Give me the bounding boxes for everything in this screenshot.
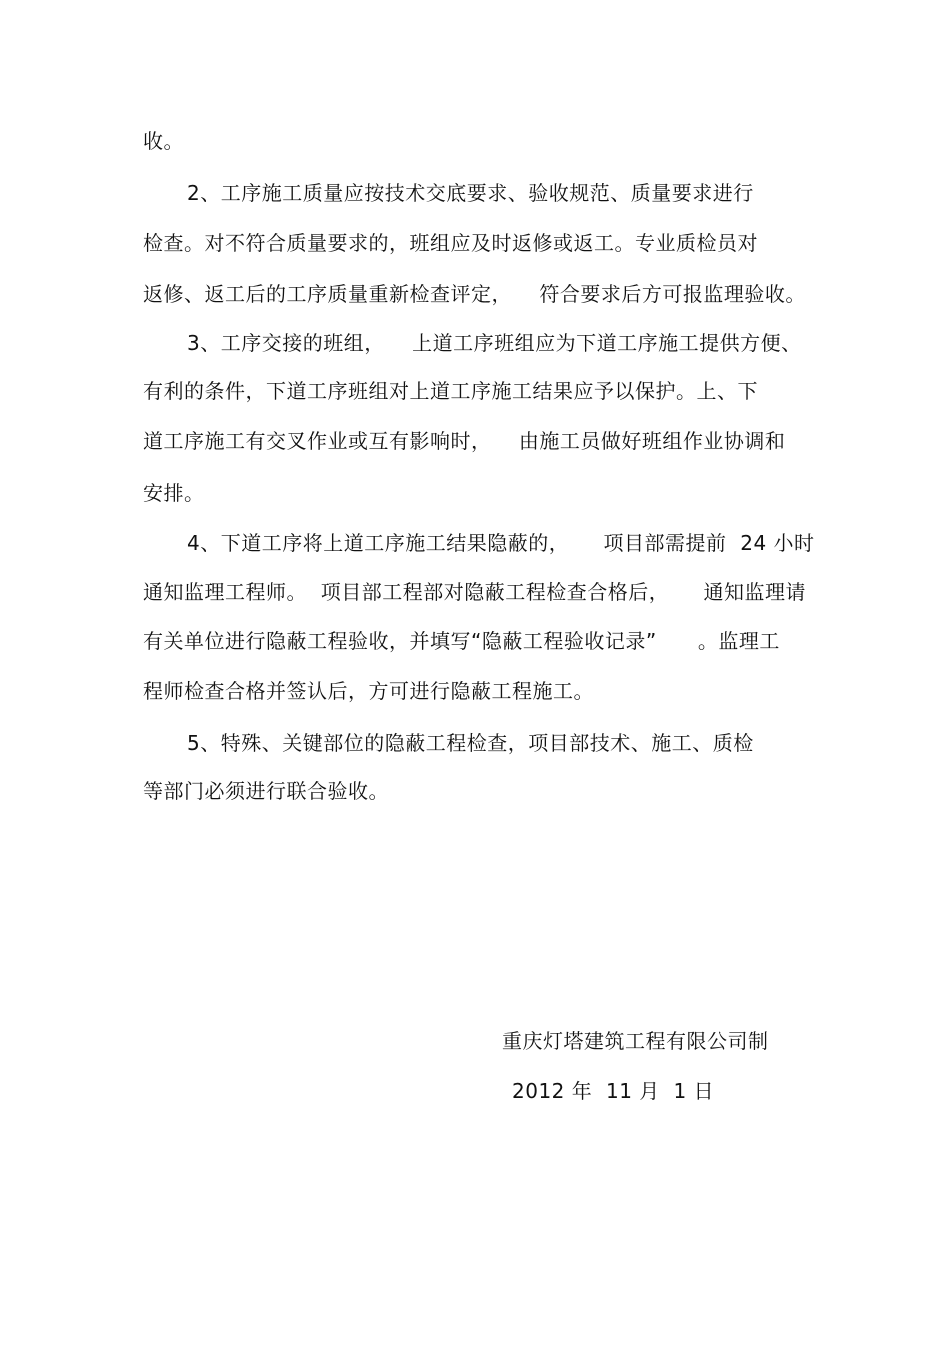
paragraph-line: 检查。对不符合质量要求的，班组应及时返修或返工。专业质检员对 [143,231,758,255]
company-signature: 重庆灯塔建筑工程有限公司制 [502,1029,769,1053]
paragraph-line: 等部门必须进行联合验收。 [143,779,389,803]
paragraph-line: 有利的条件，下道工序班组对上道工序施工结果应予以保护。上、下 [143,379,758,403]
paragraph-line: 3、工序交接的班组， 上道工序班组应为下道工序施工提供方便、 [187,331,802,355]
paragraph-line: 程师检查合格并签认后，方可进行隐蔽工程施工。 [143,679,594,703]
paragraph-line: 收。 [143,129,184,153]
paragraph-line: 5、特殊、关键部位的隐蔽工程检查，项目部技术、施工、质检 [187,731,754,755]
paragraph-line: 2、工序施工质量应按技术交底要求、验收规范、质量要求进行 [187,181,754,205]
paragraph-line: 4、下道工序将上道工序施工结果隐蔽的， 项目部需提前 24 小时 [187,531,815,555]
paragraph-line: 返修、返工后的工序质量重新检查评定， 符合要求后方可报监理验收。 [143,282,806,306]
signature-date: 2012 年 11 月 1 日 [512,1079,715,1103]
paragraph-line: 安排。 [143,481,205,505]
paragraph-line: 道工序施工有交叉作业或互有影响时， 由施工员做好班组作业协调和 [143,429,786,453]
paragraph-line: 通知监理工程师。 项目部工程部对隐蔽工程检查合格后， 通知监理请 [143,580,807,604]
paragraph-line: 有关单位进行隐蔽工程验收，并填写“隐蔽工程验收记录” 。监理工 [143,629,780,653]
